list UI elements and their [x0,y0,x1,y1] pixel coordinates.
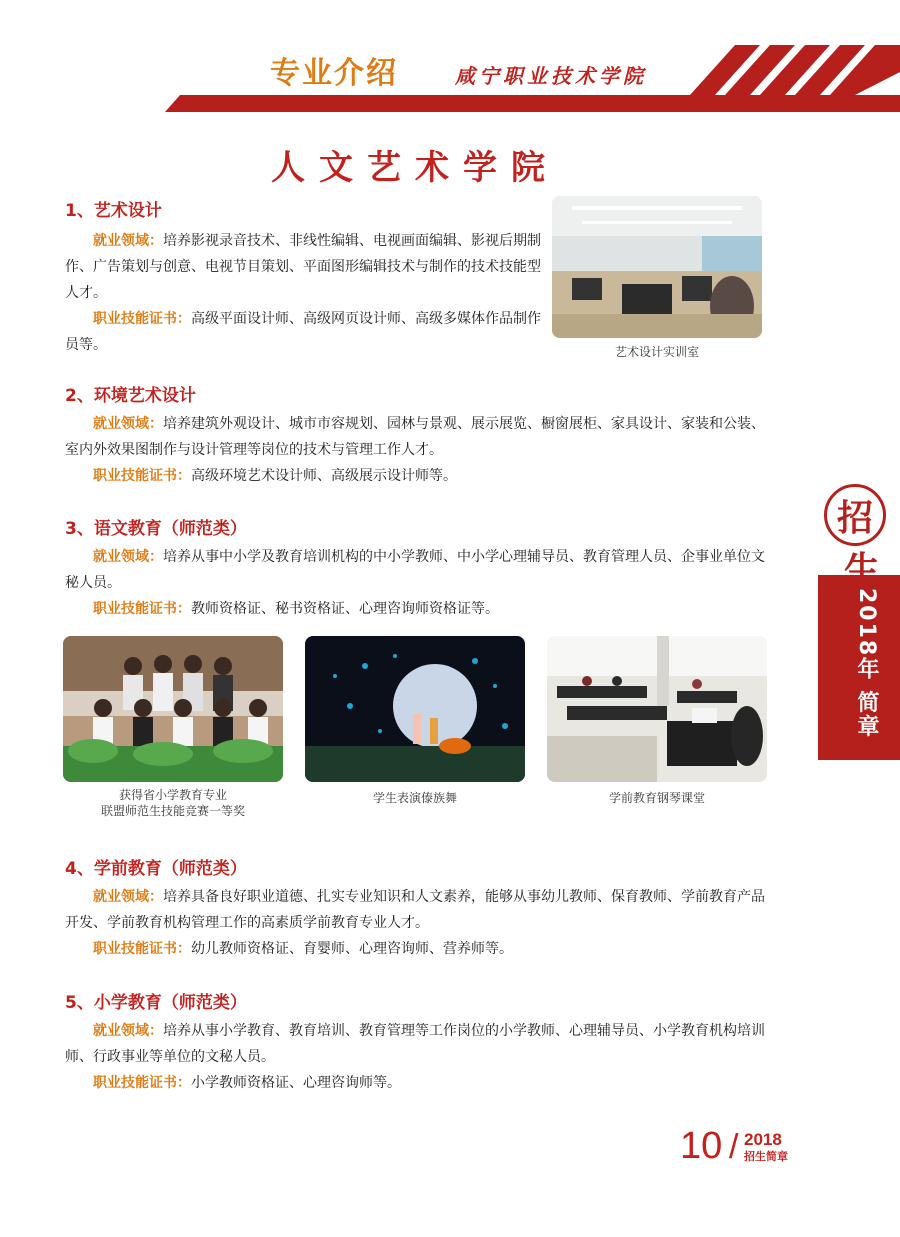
dance-photo [305,636,525,782]
cert-label: 职业技能证书： [93,311,191,327]
employment-paragraph [65,1018,770,1070]
cert-text: 教师资格证、秘书资格证、心理咨询师资格证等。 [191,601,499,617]
cert-label: 职业技能证书： [93,941,191,957]
award-caption-line-2: 联盟师范生技能竞赛一等奖 [100,804,245,818]
section-environment-design [65,385,770,489]
side-badge-char: 生 [844,549,881,591]
cert-label: 职业技能证书： [93,1075,191,1091]
section-heading: 5、小学教育（师范类） [65,993,247,1013]
lab-photo [552,196,762,338]
header-stripes [0,0,900,115]
section-chinese-education [65,518,770,622]
lab-caption: 艺术设计实训室 [614,345,699,359]
employment-label: 就业领域： [93,416,163,432]
page-slash: / [729,1128,739,1166]
header-title: 专业介绍 [270,56,398,91]
section-heading: 3、语文教育（师范类） [65,519,247,539]
cert-text: 小学教师资格证、心理咨询师等。 [191,1075,401,1091]
footer-year: 2018 [744,1130,782,1149]
cert-paragraph [65,936,770,962]
employment-text: 培养建筑外观设计、城市市容规划、园林与景观、展示展览、橱窗展柜、家具设计、家装和公装、室内外效果图制作与设计管理等岗位的技术与管理工作人才。 [65,416,765,458]
cert-text: 幼儿教师资格证、育婴师、心理咨询师、营养师等。 [191,941,513,957]
enrollment-side-badge [818,480,900,760]
piano-caption: 学前教育钢琴课堂 [608,791,705,805]
section-primary-education [65,992,770,1096]
employment-paragraph [65,884,770,936]
header-school-name: 咸宁职业技术学院 [455,64,647,88]
side-badge-vertical-text: 2018年 简章 [854,588,879,739]
section-art-design [65,200,543,358]
employment-paragraph [65,228,543,306]
section-heading: 4、学前教育（师范类） [65,859,247,879]
cert-paragraph [65,306,543,358]
award-photo [63,636,283,782]
cert-paragraph [65,463,770,489]
cert-text: 高级平面设计师、高级网页设计师、高级多媒体作品制作员等。 [65,311,541,353]
page-number: 10 [680,1125,723,1167]
cert-label: 职业技能证书： [93,601,191,617]
employment-label: 就业领域： [93,889,163,905]
employment-label: 就业领域： [93,549,163,565]
employment-text: 培养影视录音技术、非线性编辑、电视画面编辑、影视后期制作、广告策划与创意、电视节目策划、平面图形编辑技术与制作的技术技能型人才。 [65,233,541,301]
cert-text: 高级环境艺术设计师、高级展示设计师等。 [191,468,457,484]
award-caption [63,787,283,819]
cert-label: 职业技能证书： [93,468,191,484]
cert-paragraph [65,1070,770,1096]
employment-text: 培养具备良好职业道德、扎实专业知识和人文素养，能够从事幼儿教师、保育教师、学前教育产品开发、学前教育机构管理工作的高素质学前教育专业人才。 [65,889,765,931]
cert-paragraph [65,596,770,622]
side-badge-circle: 招 [824,484,886,546]
piano-photo [547,636,767,782]
footer-subtitle: 招生简章 [744,1150,788,1163]
page-header [0,0,900,115]
employment-text: 培养从事小学教育、教育培训、教育管理等工作岗位的小学教师、心理辅导员、小学教育机构培训师、行政事业等单位的文秘人员。 [65,1023,765,1065]
employment-paragraph [65,411,770,463]
college-title: 人文艺术学院 [271,148,559,188]
award-caption-line-1: 获得省小学教育专业 [118,788,227,802]
section-heading: 1、艺术设计 [65,201,162,221]
section-heading: 2、环境艺术设计 [65,386,196,406]
employment-label: 就业领域： [93,1023,163,1039]
employment-label: 就业领域： [93,233,163,249]
employment-paragraph [65,544,770,596]
dance-caption: 学生表演傣族舞 [372,791,457,805]
employment-text: 培养从事中小学及教育培训机构的中小学教师、中小学心理辅导员、教育管理人员、企事业单位文秘人员。 [65,549,765,591]
section-preschool-education [65,858,770,962]
